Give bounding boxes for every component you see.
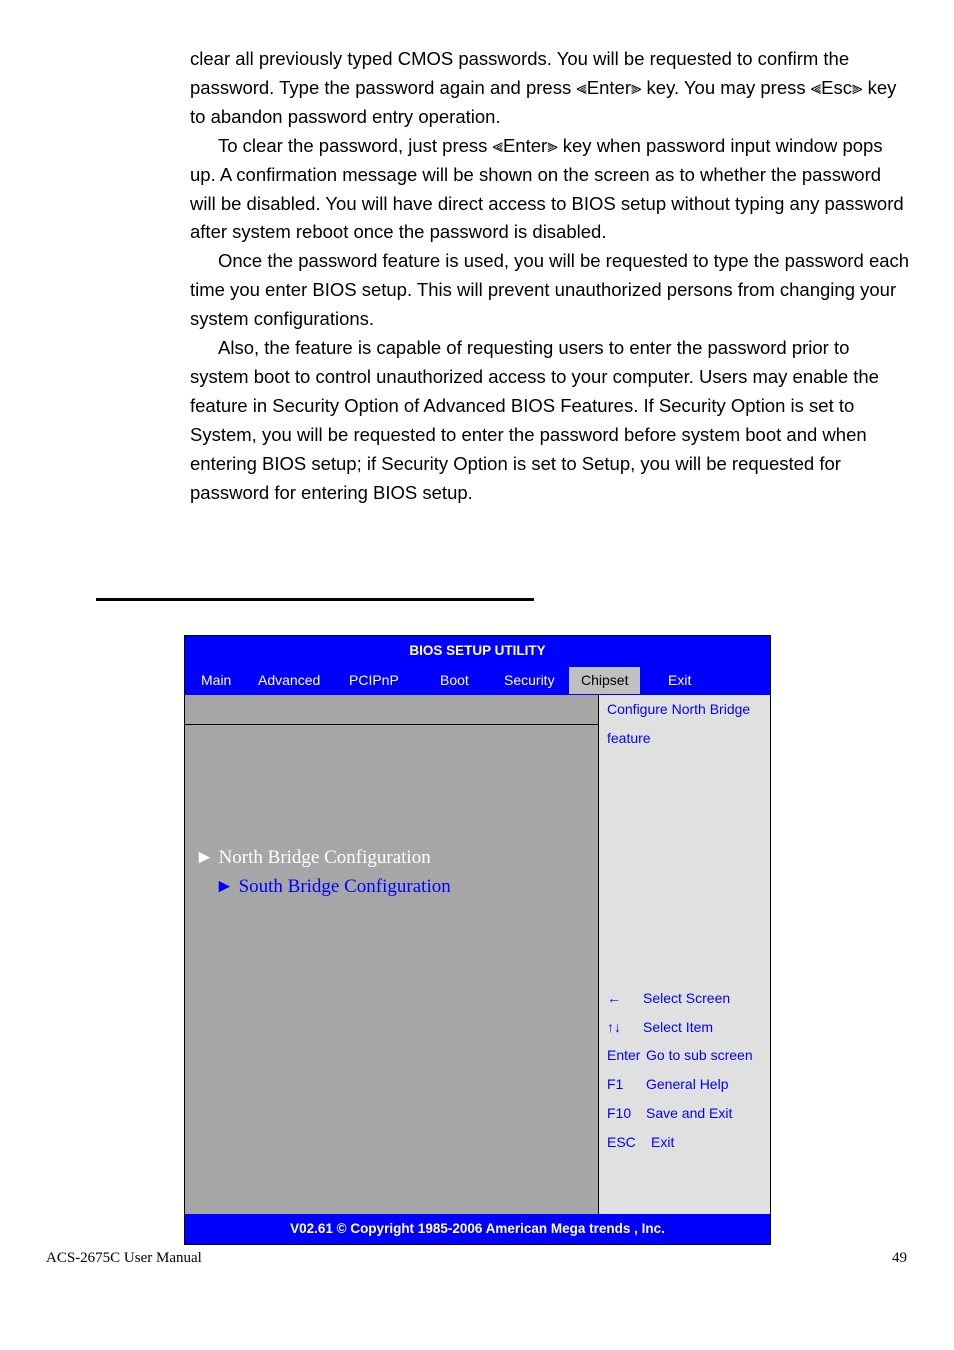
bios-options-panel bbox=[185, 695, 599, 1214]
left-arrow-icon: ← bbox=[607, 990, 621, 1006]
south-bridge-item[interactable] bbox=[215, 876, 451, 898]
menu-chipset[interactable]: Chipset bbox=[569, 667, 640, 694]
bios-title: BIOS SETUP UTILITY bbox=[185, 636, 770, 666]
key-label: F1 bbox=[607, 1076, 624, 1092]
key-hint-select-screen bbox=[607, 990, 731, 1006]
key-hint-f1 bbox=[607, 1076, 729, 1092]
north-bridge-item[interactable] bbox=[195, 847, 431, 869]
bios-help-panel bbox=[599, 695, 770, 1214]
key-desc: Exit bbox=[651, 1134, 675, 1150]
menu-boot[interactable]: Boot bbox=[440, 672, 469, 688]
up-down-arrow-icon: ↑↓ bbox=[607, 1019, 621, 1035]
key-hint-enter bbox=[607, 1047, 753, 1063]
panel-header-box bbox=[185, 695, 598, 725]
key-label: Enter bbox=[607, 1047, 641, 1063]
key-label: ESC bbox=[607, 1134, 636, 1150]
key-desc: Select Screen bbox=[643, 990, 731, 1006]
key-hint-select-item bbox=[607, 1019, 714, 1035]
section-rule bbox=[96, 598, 534, 601]
manual-title: ACS-2675C User Manual bbox=[46, 1250, 202, 1266]
key-hint-esc bbox=[607, 1134, 675, 1150]
triangle-right-icon: ► bbox=[215, 876, 234, 897]
page-number: 49 bbox=[892, 1250, 907, 1266]
bios-menu-bar bbox=[185, 666, 770, 695]
item-label: South Bridge Configuration bbox=[238, 876, 451, 897]
help-text-line: feature bbox=[607, 730, 651, 746]
key-hint-f10 bbox=[607, 1105, 733, 1121]
body-text bbox=[190, 45, 910, 508]
key-label: F10 bbox=[607, 1105, 632, 1121]
paragraph: To clear the password, just press ⫷Enter⫸ key when password input window pops up. A confirmation message will be shown on the screen as to whether the password will be disabled. You will have direct access to BIOS setup without typing any password after system reboot once the password is disabled. bbox=[190, 134, 904, 243]
key-desc: Save and Exit bbox=[646, 1105, 733, 1121]
menu-exit[interactable]: Exit bbox=[668, 672, 692, 688]
item-label: North Bridge Configuration bbox=[218, 847, 431, 868]
bios-screenshot bbox=[184, 635, 771, 1245]
paragraph: Also, the feature is capable of requesting users to enter the password prior to system boot to control unauthorized access to your computer. Users may enable the feature in Security Option of Advanced BIOS Features. If Security Option is set to System, you will be requested to enter the password before system boot and when entering BIOS setup; if Security Option is set to Setup, you will be requested for password for entering BIOS setup. bbox=[190, 337, 879, 503]
key-desc: General Help bbox=[646, 1076, 729, 1092]
bios-copyright: V02.61 © Copyright 1985-2006 American Mega trends , Inc. bbox=[185, 1214, 770, 1244]
triangle-right-icon: ► bbox=[195, 847, 214, 868]
help-text-line: Configure North Bridge bbox=[607, 701, 751, 717]
paragraph: clear all previously typed CMOS passwords. You will be requested to confirm the password. Type the password again and press ⫷Enter⫸ key. You may press ⫷Esc⫸ key to abandon password entry operation. bbox=[190, 48, 897, 127]
menu-main[interactable]: Main bbox=[201, 672, 232, 688]
key-desc: Go to sub screen bbox=[646, 1047, 753, 1063]
menu-advanced[interactable]: Advanced bbox=[258, 672, 321, 688]
menu-pcipnp[interactable]: PCIPnP bbox=[349, 672, 399, 688]
key-desc: Select Item bbox=[643, 1019, 714, 1035]
menu-security[interactable]: Security bbox=[504, 672, 555, 688]
paragraph: Once the password feature is used, you will be requested to type the password each time you enter BIOS setup. This will prevent unauthorized persons from changing your system configurations. bbox=[190, 250, 910, 330]
